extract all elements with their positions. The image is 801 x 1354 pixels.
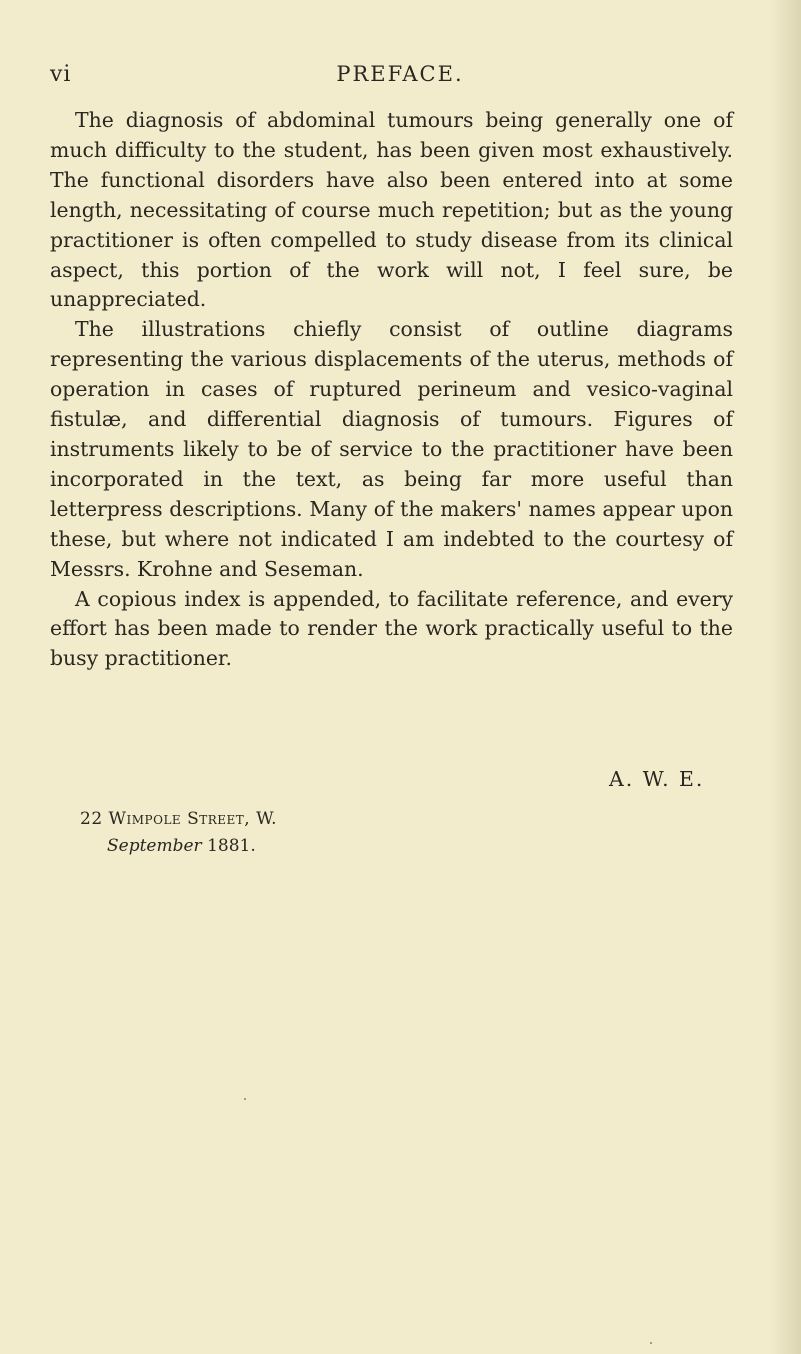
running-title: PREFACE. — [336, 62, 464, 86]
paper-speck — [244, 1098, 246, 1100]
address-block — [80, 806, 277, 860]
author-initials: A. W. E. — [609, 767, 705, 791]
paragraph-index: A copious index is appended, to facilitate reference, and every effort has been made to render the work practically useful to the busy practitioner. — [50, 586, 733, 671]
date-month: September — [107, 836, 202, 856]
page-number: vi — [50, 62, 72, 87]
date-year: 1881. — [207, 836, 256, 856]
paragraph-illustrations: The illustrations chiefly consist of outline diagrams representing the various displacements of the uterus, methods of operation in cases of ruptured perineum and vesico-vaginal fistulæ, and differential diagnosis of tumours. Figures of instruments likely to be of service to the practitioner have been incorporated in the text, as being far more useful than letterpress descriptions. Many of the makers' names appear upon these, but where not indicated I am indebted to the courtesy of Messrs. Krohne and Seseman. — [50, 317, 733, 581]
paper-speck — [650, 1342, 652, 1344]
date-line — [80, 833, 277, 860]
street-address: 22 Wimpole Street, W. — [80, 809, 278, 829]
paragraph-diagnosis: The diagnosis of abdominal tumours being generally one of much difficulty to the student, has been given most exhaustively. The functional disorders have also been entered into at some length, necessitating of course much repetition; but as the young practitioner is often compelled to study disease from its clinical aspect, this portion of the work will not, I feel sure, be unappreciated. — [50, 108, 733, 312]
preface-body — [50, 106, 733, 674]
page-header — [50, 62, 750, 92]
